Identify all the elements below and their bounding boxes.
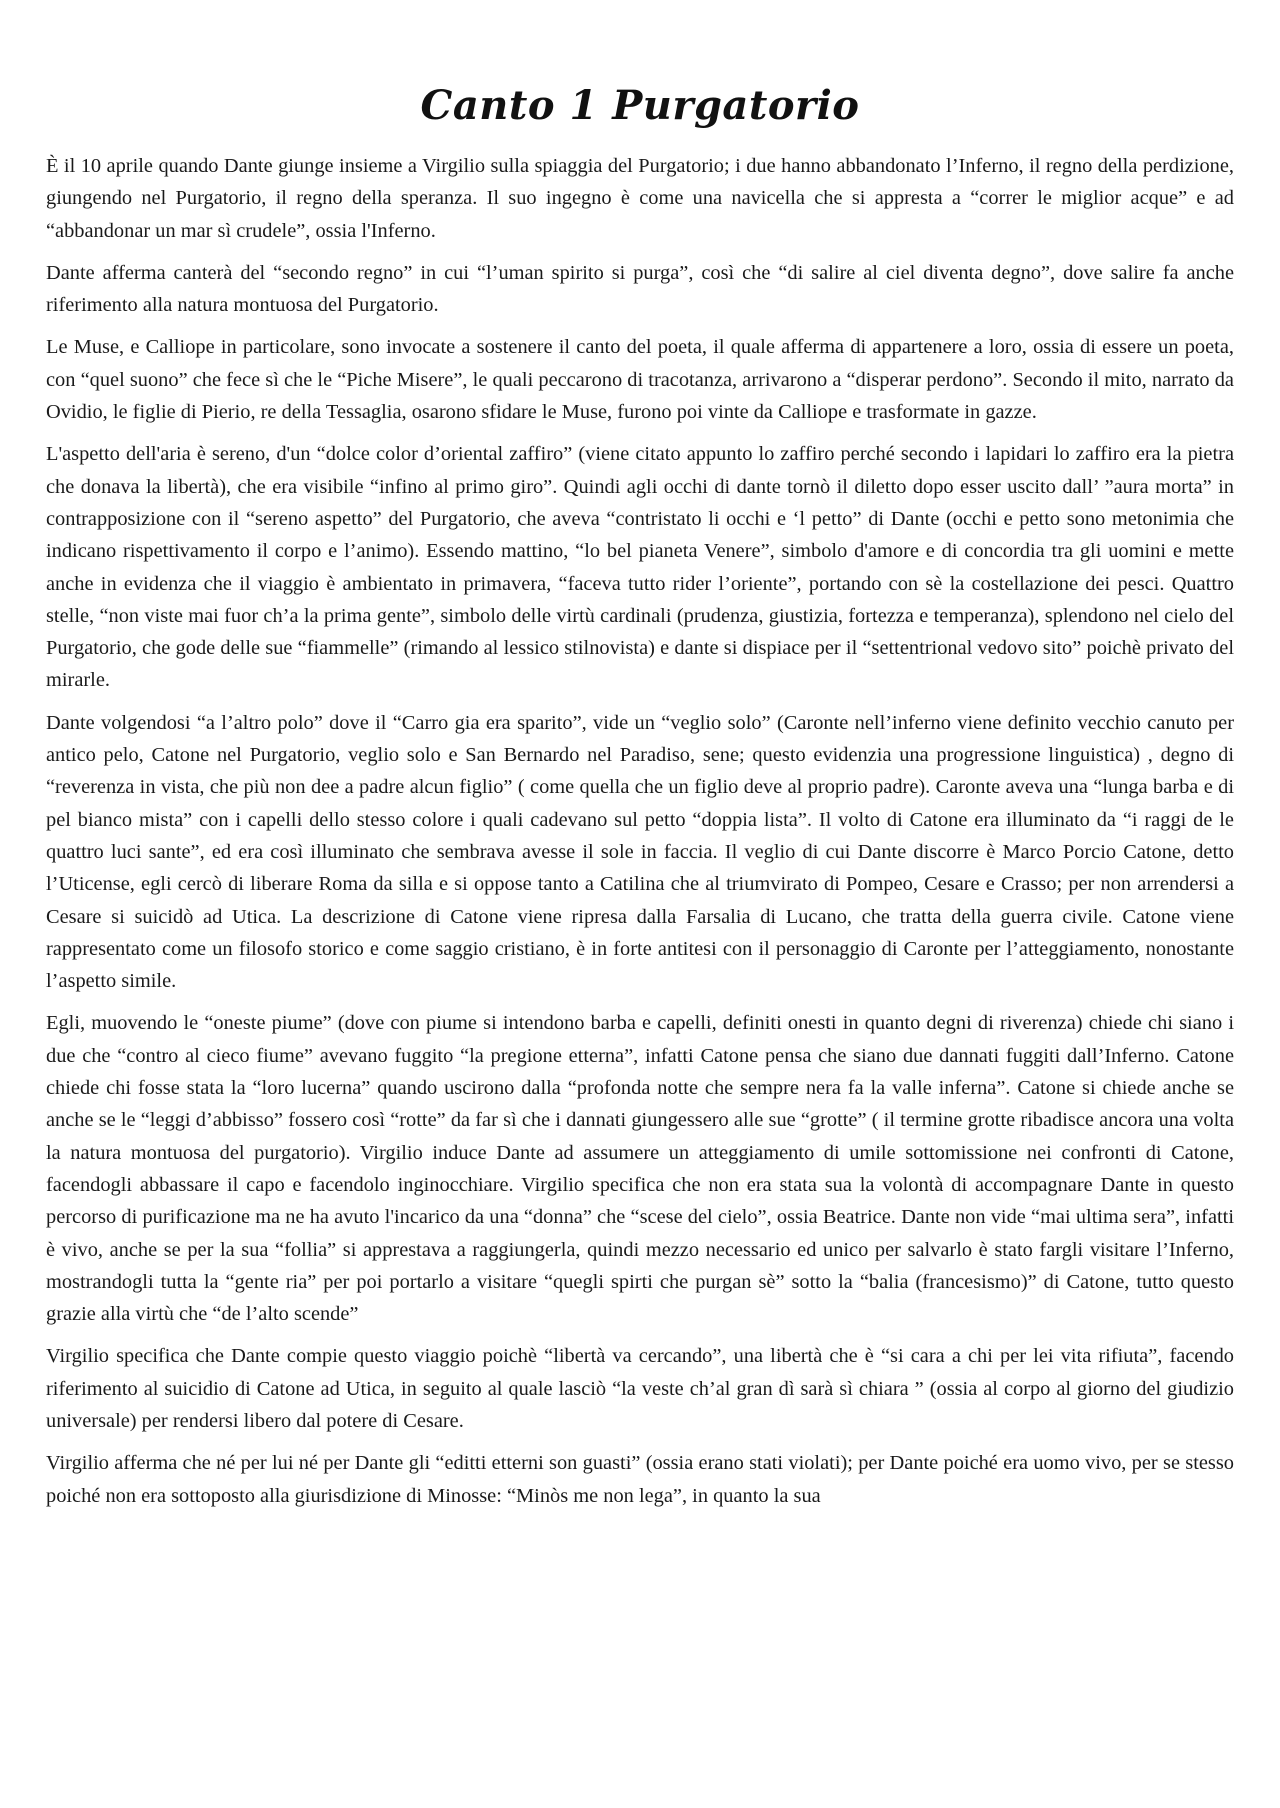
paragraph: Le Muse, e Calliope in particolare, sono invocate a sostenere il canto del poeta, il quale afferma di appartenere a loro, ossia di essere un poeta, con “quel suono” che fece sì che le “Piche Misere”, le quali peccarono di tracotanza, arrivarono a “disperar perdono”. Secondo il mito, narrato da Ovidio, le figlie di Pierio, re della Tessaglia, osarono sfidare le Muse, furono poi vinte da Calliope e trasformate in gazze. [46,336,1234,424]
page-title: Canto 1 Purgatorio [420,82,860,129]
paragraph: L'aspetto dell'aria è sereno, d'un “dolce color d’oriental zaffiro” (viene citato appunto lo zaffiro perché secondo i lapidari lo zaffiro era la pietra che donava la libertà), che era visibile “infino al primo giro”. Quindi agli occhi di dante tornò il diletto dopo esser uscito dall’ ”aura morta” in contrapposizione con il “sereno aspetto” del Purgatorio, che aveva “contristato li occhi e ‘l petto” di Dante (occhi e petto sono metonimia che indicano rispettivamento il corpo e l’animo). Essendo mattino, “lo bel pianeta Venere”, simbolo d'amore e di concordia tra gli uomini e mette anche in evidenza che il viaggio è ambientato in primavera, “faceva tutto rider l’oriente”, portando con sè la costellazione dei pesci. Quattro stelle, “non viste mai fuor ch’a la prima gente”, simbolo delle virtù cardinali (prudenza, giustizia, fortezza e temperanza), splendono nel cielo del Purgatorio, che gode delle sue “fiammelle” (rimando al lessico stilnovista) e dante si dispiace per il “settentrional vedovo sito” poichè privato del mirarle. [46,443,1234,692]
paragraph: È il 10 aprile quando Dante giunge insieme a Virgilio sulla spiaggia del Purgatorio; i due hanno abbandonato l’Inferno, il regno della perdizione, giungendo nel Purgatorio, il regno della speranza. Il suo ingegno è come una navicella che si appresta a “correr le miglior acque” e ad “abbandonar un mar sì crudele”, ossia l'Inferno. [46,155,1234,242]
paragraph: Virgilio specifica che Dante compie questo viaggio poichè “libertà va cercando”, una libertà che è “si cara a chi per lei vita rifiuta”, facendo riferimento al suicidio di Catone ad Utica, in seguito al quale lasciò “la veste ch’al gran dì sarà sì chiara ” (ossia al corpo al giorno del giudizio universale) per rendersi libero dal potere di Cesare. [46,1345,1234,1432]
paragraph: Dante afferma canterà del “secondo regno” in cui “l’uman spirito si purga”, così che “di salire al ciel diventa degno”, dove salire fa anche riferimento alla natura montuosa del Purgatorio. [46,261,1234,317]
paragraph: Egli, muovendo le “oneste piume” (dove con piume si intendono barba e capelli, definiti onesti in quanto degni di riverenza) chiede chi siano i due che “contro al cieco fiume” avevano fuggito “la pregione etterna”, infatti Catone pensa che siano due dannati fuggiti dall’Inferno. Catone chiede chi fosse stata la “loro lucerna” quando uscirono dalla “profonda notte che sempre nera fa la valle inferna”. Catone si chiede anche se anche se le “leggi d’abbisso” fossero così “rotte” da far sì che i dannati giungessero alle sue “grotte” ( il termine grotte ribadisce ancora una volta la natura montuosa del purgatorio). Virgilio induce Dante ad assumere un atteggiamento di umile sottomissione nei confronti di Catone, facendogli abbassare il capo e facendolo inginocchiare. Virgilio specifica che non era stata sua la volontà di accompagnare Dante in questo percorso di purificazione ma ne ha avuto l'incarico da una “donna” che “scese del cielo”, ossia Beatrice. Dante non vide “mai ultima sera”, infatti è vivo, anche se per la sua “follia” si apprestava a raggiungerla, quindi mezzo necessario ed unico per salvarlo è stato fargli visitare l’Inferno, mostrandogli tutta la “gente ria” per poi portarlo a visitare “quegli spirti che purgan sè” sotto la “balia (francesismo)” di Catone, tutto questo grazie alla virtù che “de l’alto scende” [46,1012,1234,1326]
paragraph: Virgilio afferma che né per lui né per Dante gli “editti etterni son guasti” (ossia erano stati violati); per Dante poiché era uomo vivo, per se stesso poiché non era sottoposto alla giurisdizione di Minosse: “Minòs me non lega”, in quanto la sua [46,1452,1234,1507]
paragraph: Dante volgendosi “a l’altro polo” dove il “Carro gia era sparito”, vide un “veglio solo” (Caronte nell’inferno viene definito vecchio canuto per antico pelo, Catone nel Purgatorio, veglio solo e San Bernardo nel Paradiso, sene; questo evidenzia una progressione linguistica) , degno di “reverenza in vista, che più non dee a padre alcun figlio” ( come quella che un figlio deve al proprio padre). Caronte aveva una “lunga barba e di pel bianco mista” con i capelli dello stesso colore i quali cadevano sul petto “doppia lista”. Il volto di Catone era illuminato da “i raggi de le quattro luci sante”, ed era così illuminato che sembrava avesse il sole in faccia. Il veglio di cui Dante discorre è Marco Porcio Catone, detto l’Uticense, egli cercò di liberare Roma da silla e si oppose tanto a Catilina che al triumvirato di Pompeo, Cesare e Crasso; per non arrendersi a Cesare si suicidò ad Utica. La descrizione di Catone viene ripresa dalla Farsalia di Lucano, che tratta della guerra civile. Catone viene rappresentato come un filosofo storico e come saggio cristiano, è in forte antitesi con il personaggio di Caronte per l’atteggiamento, nonostante l’aspetto simile. [46,711,1234,993]
